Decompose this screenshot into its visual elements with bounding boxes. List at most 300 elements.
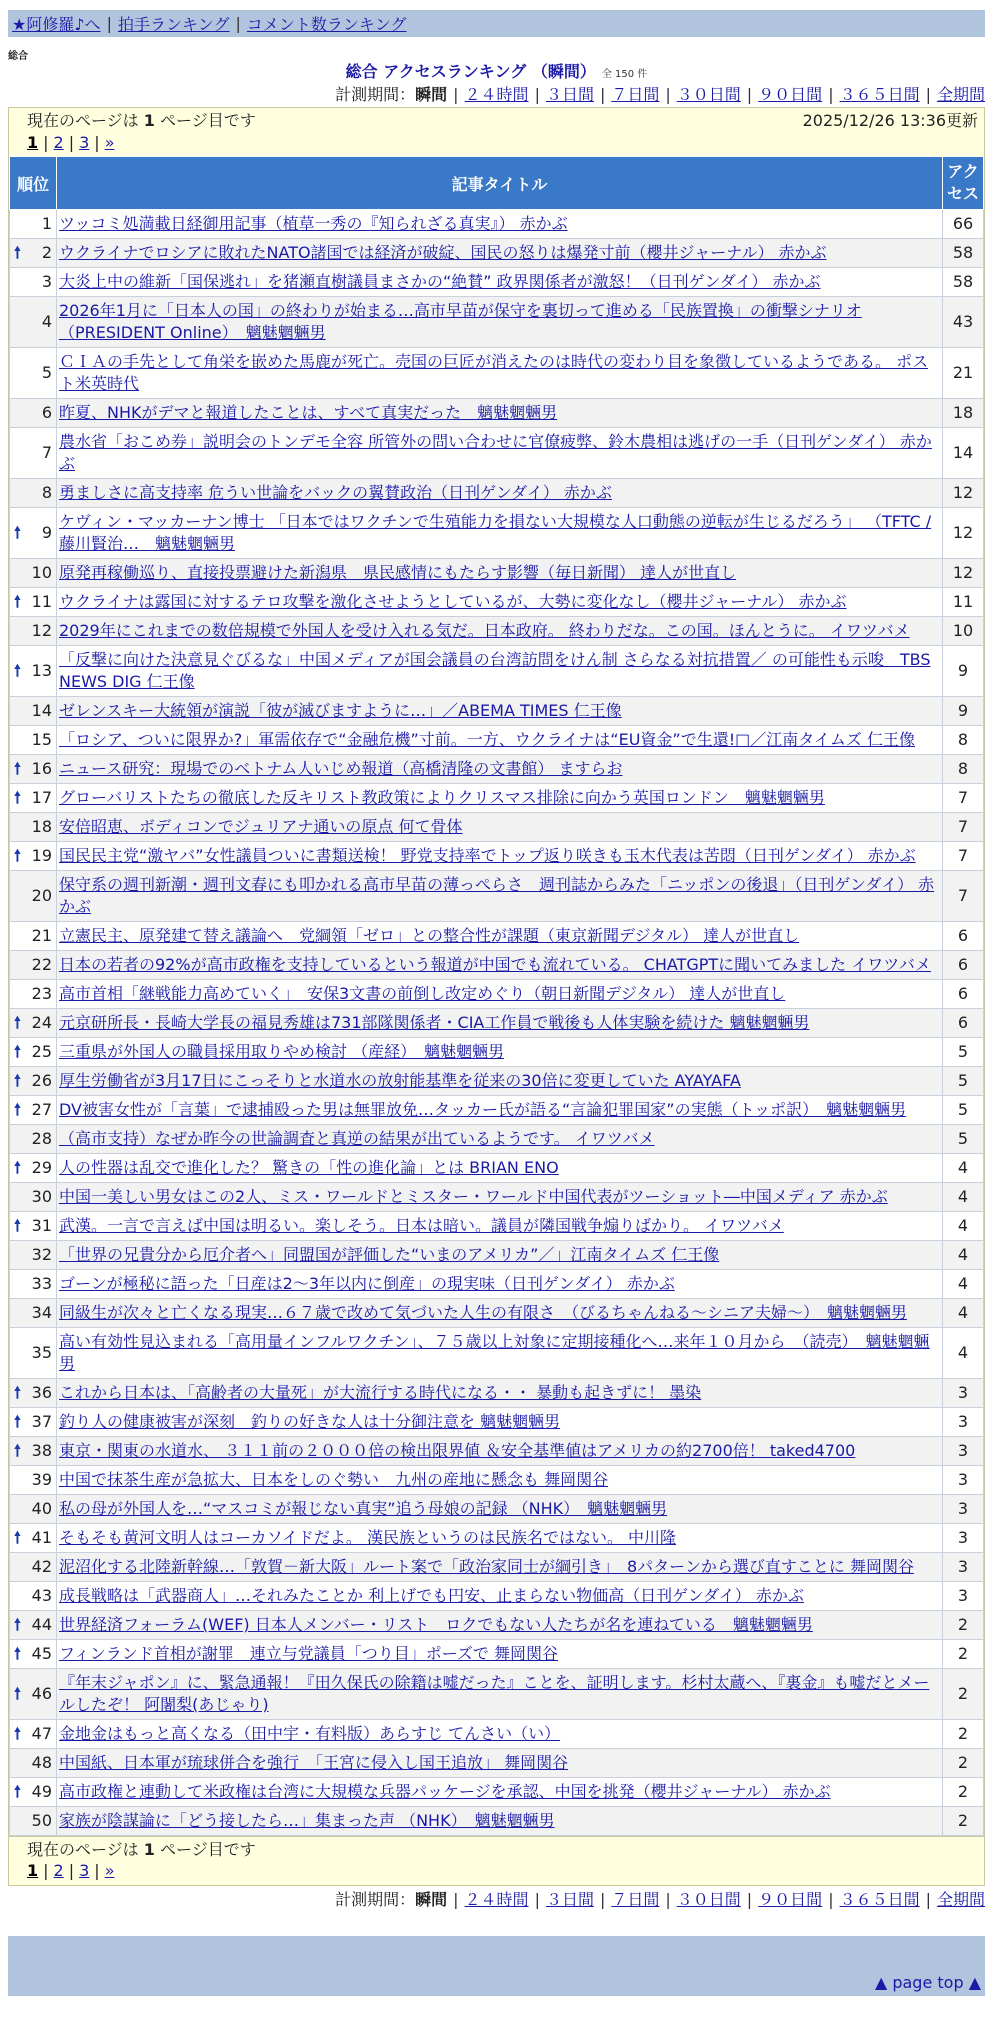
rank-number: 14	[31, 701, 52, 720]
period-option[interactable]: ３０日間	[676, 1890, 741, 1909]
pager-page-link[interactable]: 2	[53, 133, 64, 152]
article-link[interactable]: 人の性器は乱交で進化した？ 驚きの「性の進化論」とは BRIAN ENO	[59, 1158, 559, 1177]
period-option[interactable]: ２４時間	[464, 1890, 529, 1909]
nav-separator: |	[106, 14, 112, 33]
title-cell	[57, 1379, 943, 1408]
up-arrow-icon: 🠕	[14, 1216, 21, 1235]
access-count: 8	[943, 726, 984, 755]
title-cell	[57, 1408, 943, 1437]
rank-number: 37	[31, 1412, 52, 1431]
access-count: 3	[943, 1524, 984, 1553]
pager-separator: |	[94, 133, 100, 152]
title-cell	[57, 871, 943, 922]
table-row	[10, 1553, 984, 1582]
rank-number: 13	[31, 661, 52, 680]
up-arrow-icon: 🠕	[14, 1528, 21, 1547]
up-arrow-icon: 🠕	[14, 788, 21, 807]
rank-cell	[10, 646, 57, 697]
table-row	[10, 508, 984, 559]
rank-cell	[10, 1553, 57, 1582]
article-link[interactable]: 高市首相「継戦能力高めていく」 安保3文書の前倒し改定めぐり（朝日新聞デジタル） 達人が世直し	[59, 984, 786, 1003]
table-row	[10, 1154, 984, 1183]
table-row	[10, 559, 984, 588]
access-count: 7	[943, 871, 984, 922]
rank-number: 2	[41, 243, 52, 262]
title-cell	[57, 646, 943, 697]
article-link[interactable]: 2029年にこれまでの数倍規模で外国人を受け入れる気だ。日本政府。 終わりだな。この国。ほんとうに。 イワツバメ	[59, 621, 910, 640]
table-row	[10, 951, 984, 980]
rank-number: 31	[31, 1216, 52, 1235]
rank-number: 28	[31, 1129, 52, 1148]
article-link[interactable]: 大炎上中の維新「国保逃れ」を猪瀬直樹議員まさかの“絶賛” 政界関係者が激怒！（日刊ゲンダイ） 赤かぶ	[59, 272, 821, 291]
rank-cell	[10, 1669, 57, 1720]
table-row	[10, 1582, 984, 1611]
access-count: 3	[943, 1553, 984, 1582]
article-link[interactable]: 保守系の週刊新潮・週刊文春にも叩かれる高市早苗の薄っぺらさ 週刊誌からみた「ニッポンの後退」（日刊ゲンダイ） 赤かぶ	[59, 875, 935, 916]
article-link[interactable]: 『年末ジャポン』に、緊急通報！『田久保氏の除籍は嘘だった』ことを、証明します。杉村太蔵へ、『裏金』も嘘だとメールしたぞ！ 阿闍梨(あじゃり)	[59, 1673, 930, 1714]
up-arrow-icon: 🠕	[14, 1013, 21, 1032]
top-nav	[8, 10, 985, 37]
title-cell	[57, 268, 943, 297]
pager-separator: |	[43, 133, 49, 152]
title-cell	[57, 951, 943, 980]
title-cell	[57, 297, 943, 348]
rank-number: 49	[31, 1782, 52, 1801]
table-row	[10, 1270, 984, 1299]
rank-cell	[10, 1778, 57, 1807]
access-count: 4	[943, 1154, 984, 1183]
rank-number: 16	[31, 759, 52, 778]
pager-current: 1	[27, 1861, 39, 1880]
period-option[interactable]: ３６５日間	[839, 1890, 920, 1909]
rank-number: 29	[31, 1158, 52, 1177]
access-count: 58	[943, 239, 984, 268]
title-cell	[57, 1437, 943, 1466]
rank-cell	[10, 1408, 57, 1437]
article-link[interactable]: 高い有効性見込まれる「高用量インフルワクチン」、７５歳以上対象に定期接種化へ…来年１０月から （読売） 魑魅魍魎男	[59, 1332, 930, 1373]
up-arrow-icon: 🠕	[14, 846, 21, 865]
article-link[interactable]: ＣＩＡの手先として角栄を嵌めた馬鹿が死亡。売国の巨匠が消えたのは時代の変わり目を象徴しているようである。 ポスト米英時代	[59, 352, 929, 393]
article-link[interactable]: 安倍昭恵、ボディコンでジュリアナ通いの原点 何て骨体	[59, 817, 463, 836]
article-link[interactable]: 中国で抹茶生産が急拡大、日本をしのぐ勢い 九州の産地に懸念も 舞岡関谷	[59, 1470, 609, 1489]
title-cell	[57, 588, 943, 617]
title-cell	[57, 980, 943, 1009]
title-cell	[57, 1299, 943, 1328]
table-row	[10, 479, 984, 508]
nav-separator: |	[235, 14, 241, 33]
rank-number: 23	[31, 984, 52, 1003]
title-cell	[57, 1495, 943, 1524]
rank-cell	[10, 980, 57, 1009]
rank-number: 42	[31, 1557, 52, 1576]
rank-cell	[10, 1379, 57, 1408]
access-count: 12	[943, 479, 984, 508]
up-arrow-icon: 🠕	[14, 661, 21, 680]
up-arrow-icon: 🠕	[14, 1158, 21, 1177]
item-count: 全 150 件	[601, 69, 648, 80]
access-count: 10	[943, 617, 984, 646]
table-row	[10, 1241, 984, 1270]
page-top-bar	[8, 1970, 985, 1996]
title-cell	[57, 1067, 943, 1096]
rank-number: 32	[31, 1245, 52, 1264]
article-link[interactable]: 高市政権と連動して米政権は台湾に大規模な兵器パッケージを承認、中国を挑発（櫻井ジャーナル） 赤かぶ	[59, 1782, 831, 1801]
access-count: 8	[943, 755, 984, 784]
access-count: 12	[943, 508, 984, 559]
title-cell	[57, 1553, 943, 1582]
period-option[interactable]: 全期間	[936, 1890, 985, 1909]
up-arrow-icon: 🠕	[14, 1615, 21, 1634]
up-arrow-icon: 🠕	[14, 759, 21, 778]
rank-number: 43	[31, 1586, 52, 1605]
rank-cell	[10, 1241, 57, 1270]
title-cell	[57, 1720, 943, 1749]
page-title: 総合 アクセスランキング （瞬間）	[345, 62, 596, 81]
access-count: 3	[943, 1437, 984, 1466]
article-link[interactable]: 「ロシア、ついに限界か?」軍需依存で“金融危機”寸前。一方、ウクライナは“EU資金”で生還!□／江南タイムズ 仁王像	[59, 730, 916, 749]
period-option[interactable]: 全期間	[936, 85, 985, 104]
period-current: 瞬間	[415, 85, 448, 104]
nav-comment-ranking-link[interactable]: コメント数ランキング	[246, 15, 407, 34]
article-link[interactable]: 「世界の兄貴分から厄介者へ」同盟国が評価した“いまのアメリカ”／」江南タイムズ 仁王像	[59, 1245, 720, 1264]
rank-cell	[10, 1067, 57, 1096]
title-cell	[57, 1154, 943, 1183]
access-count: 5	[943, 1038, 984, 1067]
article-link[interactable]: ゴーンが極秘に語った「日産は2～3年以内に倒産」の現実味（日刊ゲンダイ） 赤かぶ	[59, 1274, 675, 1293]
article-link[interactable]: 東京・関東の水道水、 ３１１前の２０００倍の検出限界値 ＆安全基準値はアメリカの約2700倍！ taked4700	[59, 1441, 856, 1460]
table-row	[10, 617, 984, 646]
access-count: 4	[943, 1299, 984, 1328]
period-selector	[8, 83, 985, 107]
rank-number: 3	[41, 272, 52, 291]
rank-cell	[10, 1038, 57, 1067]
title-cell	[57, 1807, 943, 1836]
article-link[interactable]: 三重県が外国人の職員採用取りやめ検討 （産経） 魑魅魍魎男	[59, 1042, 505, 1061]
rank-cell	[10, 951, 57, 980]
table-row	[10, 239, 984, 268]
access-count: 9	[943, 697, 984, 726]
table-row	[10, 1067, 984, 1096]
up-arrow-icon: 🠕	[14, 1100, 21, 1119]
access-count: 21	[943, 348, 984, 399]
rank-cell	[10, 428, 57, 479]
table-row	[10, 1437, 984, 1466]
access-count: 4	[943, 1212, 984, 1241]
rank-cell	[10, 508, 57, 559]
rank-number: 18	[31, 817, 52, 836]
article-link[interactable]: 成長戦略は「武器商人」…それみたことか 利上げでも円安、止まらない物価高（日刊ゲンダイ） 赤かぶ	[59, 1586, 804, 1605]
table-row	[10, 1749, 984, 1778]
period-separator: |	[453, 85, 459, 104]
article-link[interactable]: フィンランド首相が謝罪 連立与党議員「つり目」ポーズで 舞岡関谷	[59, 1644, 559, 1663]
article-link[interactable]: DV被害女性が「言葉」で逮捕殴った男は無罪放免…タッカー氏が語る“言論犯罪国家”の実態（トッポ訳） 魑魅魍魎男	[59, 1100, 907, 1119]
rank-cell	[10, 1270, 57, 1299]
up-arrow-icon: 🠕	[14, 1724, 21, 1743]
pager-separator: |	[94, 1861, 100, 1880]
article-link[interactable]: 武漢。一言で言えば中国は明るい。楽しそう。日本は暗い。議員が隣国戦争煽りばかり。 イワツバメ	[59, 1216, 784, 1235]
table-row	[10, 1299, 984, 1328]
article-link[interactable]: 私の母が外国人を…“マスコミが報じない真実”追う母娘の記録 （NHK） 魑魅魍魎男	[59, 1499, 668, 1518]
rank-cell	[10, 1611, 57, 1640]
title-cell	[57, 1582, 943, 1611]
rank-number: 44	[31, 1615, 52, 1634]
article-link[interactable]: ケヴィン・マッカーナン博士 「日本ではワクチンで生殖能力を損ない大規模な人口動態の逆転が生じるだろう」 （TFTC / 藤川賢治… 魑魅魍魎男	[59, 512, 932, 553]
article-link[interactable]: 中国一美しい男女はこの2人、ミス・ワールドとミスター・ワールド中国代表がツーショット―中国メディア 赤かぶ	[59, 1187, 888, 1206]
article-link[interactable]: 農水省「おこめ券」説明会のトンデモ全容 所管外の問い合わせに官僚疲弊、鈴木農相は逃げの一手（日刊ゲンダイ） 赤かぶ	[59, 432, 932, 473]
title-cell	[57, 1611, 943, 1640]
rank-cell	[10, 479, 57, 508]
article-link[interactable]: 釣り人の健康被害が深刻 釣りの好きな人は十分御注意を 魑魅魍魎男	[59, 1412, 561, 1431]
title-cell	[57, 1778, 943, 1807]
article-link[interactable]: 国民民主党“激ヤバ”女性議員ついに書類送検！ 野党支持率でトップ返り咲きも玉木代表は苦悶（日刊ゲンダイ） 赤かぶ	[59, 846, 916, 865]
rank-cell	[10, 1720, 57, 1749]
period-option[interactable]: ２４時間	[464, 85, 529, 104]
article-link[interactable]: 元京研所長・長崎大学長の福見秀雄は731部隊関係者・CIA工作員で戦後も人体実験を続けた 魑魅魍魎男	[59, 1013, 810, 1032]
access-count: 6	[943, 1009, 984, 1038]
table-row	[10, 842, 984, 871]
footer-bar	[8, 1936, 985, 1970]
access-count: 2	[943, 1669, 984, 1720]
period-option[interactable]: ３６５日間	[839, 85, 920, 104]
rank-number: 8	[41, 483, 52, 502]
rank-number: 25	[31, 1042, 52, 1061]
rank-number: 46	[31, 1684, 52, 1703]
table-row	[10, 588, 984, 617]
article-link[interactable]: これから日本は、「高齢者の大量死」が大流行する時代になる・・ 暴動も起きずに！ 墨染	[59, 1383, 702, 1402]
title-cell	[57, 479, 943, 508]
period-separator: |	[665, 1890, 671, 1909]
article-link[interactable]: 家族が陰謀論に「どう接したら…」集まった声 （NHK） 魑魅魍魎男	[59, 1811, 555, 1830]
rank-cell	[10, 1582, 57, 1611]
article-link[interactable]: 立憲民主、原発建て替え議論へ 党綱領「ゼロ」との整合性が課題（東京新聞デジタル） 達人が世直し	[59, 926, 800, 945]
ranking-table	[9, 156, 984, 1836]
title-cell	[57, 1212, 943, 1241]
period-separator: |	[925, 1890, 931, 1909]
access-count: 11	[943, 588, 984, 617]
article-link[interactable]: 原発再稼働巡り、直接投票避けた新潟県 県民感情にもたらす影響（毎日新聞） 達人が世直し	[59, 563, 737, 582]
access-count: 18	[943, 399, 984, 428]
title-cell	[57, 1009, 943, 1038]
access-count: 4	[943, 1183, 984, 1212]
rank-header: 順位	[10, 157, 57, 210]
access-count: 3	[943, 1582, 984, 1611]
title-cell	[57, 755, 943, 784]
table-row	[10, 1611, 984, 1640]
page-title-row	[0, 61, 993, 83]
period-separator: |	[746, 1890, 753, 1909]
rank-number: 26	[31, 1071, 52, 1090]
up-arrow-icon: 🠕	[14, 243, 21, 262]
table-row	[10, 813, 984, 842]
period-selector	[8, 1886, 985, 1910]
table-row	[10, 755, 984, 784]
rank-cell	[10, 210, 57, 239]
access-count: 4	[943, 1241, 984, 1270]
period-option[interactable]: ７日間	[611, 1890, 660, 1909]
period-separator: |	[828, 1890, 834, 1909]
period-option[interactable]: ７日間	[611, 85, 660, 104]
article-link[interactable]: （高市支持）なぜか昨今の世論調査と真逆の結果が出ているようです。 イワツバメ	[59, 1129, 655, 1148]
page-top-link[interactable]: ▲ page top ▲	[874, 1973, 981, 1992]
page-position-text: 現在のページは 1 ページ目です	[27, 111, 256, 130]
rank-number: 24	[31, 1013, 52, 1032]
rank-cell	[10, 813, 57, 842]
pagination	[27, 132, 978, 156]
period-option[interactable]: ３日間	[545, 1890, 594, 1909]
table-row	[10, 428, 984, 479]
table-row	[10, 1328, 984, 1379]
rank-cell	[10, 348, 57, 399]
rank-cell	[10, 239, 57, 268]
title-cell	[57, 348, 943, 399]
rank-number: 34	[31, 1303, 52, 1322]
article-link[interactable]: 泥沼化する北陸新幹線…「敦賀－新大阪」ルート案で「政治家同士が綱引き」 8パターンから選び直すことに 舞岡関谷	[59, 1557, 914, 1576]
title-cell	[57, 1125, 943, 1154]
rank-cell	[10, 697, 57, 726]
article-link[interactable]: 「反撃に向けた決意見ぐびるな」中国メディアが国会議員の台湾訪問をけん制 さらなる対抗措置／ の可能性も示唆 TBS NEWS DIG 仁王像	[59, 650, 931, 691]
table-row	[10, 980, 984, 1009]
rank-cell	[10, 617, 57, 646]
article-link[interactable]: 厚生労働省が3月17日にこっそりと水道水の放射能基準を従来の30倍に変更していた AYAYAFA	[59, 1071, 741, 1090]
table-row	[10, 1408, 984, 1437]
title-cell	[57, 1241, 943, 1270]
table-row	[10, 697, 984, 726]
title-cell	[57, 1328, 943, 1379]
up-arrow-icon: 🠕	[14, 592, 21, 611]
rank-cell	[10, 1299, 57, 1328]
rank-cell	[10, 1183, 57, 1212]
title-cell	[57, 428, 943, 479]
period-option[interactable]: ９０日間	[758, 85, 823, 104]
up-arrow-icon: 🠕	[14, 1071, 21, 1090]
article-link[interactable]: 世界経済フォーラム(WEF) 日本人メンバー・リスト ロクでもない人たちが名を連ねている 魑魅魍魎男	[59, 1615, 813, 1634]
title-cell	[57, 210, 943, 239]
rank-number: 10	[31, 563, 52, 582]
title-cell	[57, 1749, 943, 1778]
access-count: 6	[943, 922, 984, 951]
table-row	[10, 1038, 984, 1067]
article-link[interactable]: 2026年1月に「日本人の国」の終わりが始まる…高市早苗が保守を裏切って進める「民族置換」の衝撃シナリオ （PRESIDENT Online） 魑魅魍魎男	[59, 301, 862, 342]
table-row	[10, 399, 984, 428]
period-option[interactable]: ３日間	[545, 85, 594, 104]
access-count: 12	[943, 559, 984, 588]
rank-cell	[10, 268, 57, 297]
table-row	[10, 1466, 984, 1495]
rank-number: 20	[31, 886, 52, 905]
title-cell	[57, 1640, 943, 1669]
title-cell	[57, 842, 943, 871]
article-link[interactable]: 同級生が次々と亡くなる現実…６７歳で改めて気づいた人生の有限さ （びるちゃんねる～シニア夫婦～） 魑魅魍魎男	[59, 1303, 908, 1322]
article-link[interactable]: 昨夏、NHKがデマと報道したことは、すべて真実だった 魑魅魍魎男	[59, 403, 558, 422]
table-row	[10, 1096, 984, 1125]
rank-number: 39	[31, 1470, 52, 1489]
article-link[interactable]: 金地金はもっと高くなる（田中宇・有料版）あらすじ てんさい（い）	[59, 1724, 561, 1743]
table-row	[10, 646, 984, 697]
access-count: 66	[943, 210, 984, 239]
table-row	[10, 1212, 984, 1241]
nav-clap-ranking-link[interactable]: 拍手ランキング	[117, 15, 230, 34]
page-info-top	[9, 108, 984, 156]
up-arrow-icon: 🠕	[14, 1644, 21, 1663]
article-link[interactable]: 日本の若者の92%が高市政権を支持しているという報道が中国でも流れている。 CHATGPTに聞いてみました イワツバメ	[59, 955, 931, 974]
title-cell	[57, 1183, 943, 1212]
access-count: 3	[943, 1495, 984, 1524]
nav-home-link[interactable]: ★阿修羅♪へ	[12, 15, 101, 34]
article-link[interactable]: ニュース研究：現場でのベトナム人いじめ報道（高橋清隆の文書館） ますらお	[59, 759, 623, 778]
pager-page-link[interactable]: 3	[79, 1861, 90, 1880]
rank-number: 4	[41, 312, 52, 331]
title-cell	[57, 617, 943, 646]
pager-page-link[interactable]: 3	[79, 133, 90, 152]
access-count: 5	[943, 1125, 984, 1154]
ranking-panel	[8, 107, 985, 1886]
rank-number: 48	[31, 1753, 52, 1772]
pager-current: 1	[27, 133, 39, 152]
title-cell	[57, 559, 943, 588]
period-option[interactable]: ３０日間	[676, 85, 741, 104]
article-link[interactable]: 勇ましさに高支持率 危うい世論をバックの翼賛政治（日刊ゲンダイ） 赤かぶ	[59, 483, 612, 502]
title-cell	[57, 1038, 943, 1067]
rank-number: 38	[31, 1441, 52, 1460]
rank-number: 21	[31, 926, 52, 945]
article-link[interactable]: ウクライナでロシアに敗れたNATO諸国では経済が破綻、国民の怒りは爆発寸前（櫻井ジャーナル） 赤かぶ	[59, 243, 827, 262]
article-link[interactable]: ウクライナは露国に対するテロ攻撃を激化させようとしているが、大勢に変化なし（櫻井ジャーナル） 赤かぶ	[59, 592, 847, 611]
pager-separator: |	[68, 1861, 75, 1880]
rank-number: 9	[41, 523, 52, 542]
rank-cell	[10, 588, 57, 617]
access-count: 2	[943, 1749, 984, 1778]
pager-next-link[interactable]: »	[104, 133, 115, 152]
rank-number: 36	[31, 1383, 52, 1402]
table-row	[10, 1640, 984, 1669]
period-label: 計測期間：	[335, 1890, 416, 1909]
article-link[interactable]: 中国紙、日本軍が琉球併合を強行 「王宮に侵入し国王追放」 舞岡関谷	[59, 1753, 569, 1772]
table-row	[10, 784, 984, 813]
table-row	[10, 1524, 984, 1553]
table-row	[10, 922, 984, 951]
rank-number: 15	[31, 730, 52, 749]
rank-cell	[10, 1328, 57, 1379]
rank-number: 47	[31, 1724, 52, 1743]
pager-page-link[interactable]: 2	[53, 1861, 64, 1880]
pager-next-link[interactable]: »	[104, 1861, 115, 1880]
article-link[interactable]: そもそも黄河文明人はコーカソイドだよ。 漢民族というのは民族名ではない。 中川隆	[59, 1528, 677, 1547]
article-link[interactable]: ゼレンスキー大統領が演説「彼が滅びますように…」／ABEMA TIMES 仁王像	[59, 701, 622, 720]
updated-timestamp: 2025/12/26 13:36更新	[802, 111, 978, 130]
rank-cell	[10, 1096, 57, 1125]
period-option[interactable]: ９０日間	[758, 1890, 823, 1909]
table-row	[10, 268, 984, 297]
access-count: 58	[943, 268, 984, 297]
rank-number: 11	[31, 592, 52, 611]
title-cell	[57, 1466, 943, 1495]
table-row	[10, 726, 984, 755]
article-link[interactable]: ツッコミ処満載日経御用記事（植草一秀の『知られざる真実』） 赤かぶ	[59, 214, 568, 233]
rank-cell	[10, 1495, 57, 1524]
table-row	[10, 1807, 984, 1836]
period-label: 計測期間：	[335, 85, 416, 104]
table-row	[10, 1009, 984, 1038]
table-row	[10, 1669, 984, 1720]
rank-number: 30	[31, 1187, 52, 1206]
rank-cell	[10, 755, 57, 784]
pagination	[27, 1861, 978, 1880]
title-cell	[57, 239, 943, 268]
access-count: 14	[943, 428, 984, 479]
article-link[interactable]: グローバリストたちの徹底した反キリスト教政策によりクリスマス排除に向かう英国ロンドン 魑魅魍魎男	[59, 788, 825, 807]
up-arrow-icon: 🠕	[14, 1042, 21, 1061]
rank-cell	[10, 1154, 57, 1183]
